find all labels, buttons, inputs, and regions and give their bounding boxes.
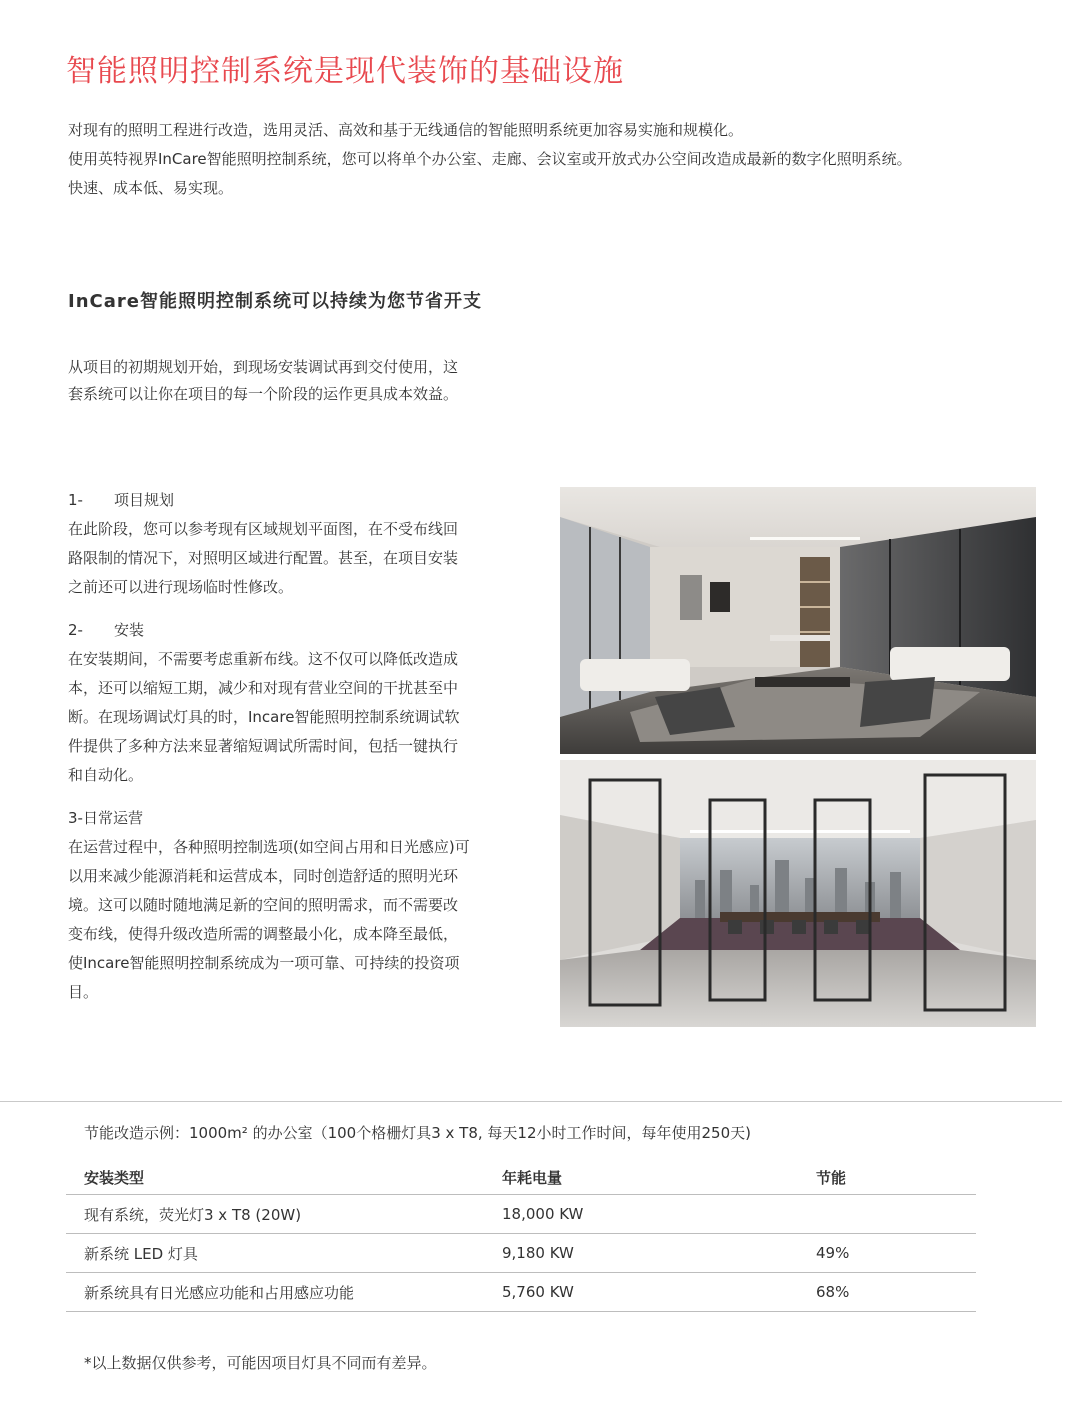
step-title: 3-日常运营 [68,809,143,827]
paragraph-line: 套系统可以让你在项目的每一个阶段的运作更具成本效益。 [68,385,459,403]
step-line: 境。这可以随时随地满足新的空间的照明需求，而不需要改 [68,896,459,914]
section-heading: InCare智能照明控制系统可以持续为您节省开支 [68,291,482,312]
step-line: 以用来减少能源消耗和运营成本，同时创造舒适的照明光环 [68,867,459,885]
step-line: 路限制的情况下，对照明区域进行配置。甚至，在项目安装 [68,549,459,567]
section-paragraph [68,354,538,408]
step-line: 本，还可以缩短工期，减少和对现有营业空间的干扰甚至中 [68,679,459,697]
table-cell: 49% [816,1244,850,1262]
intro-line: 快速、成本低、易实现。 [68,179,234,197]
intro-line: 使用英特视界InCare智能照明控制系统，您可以将单个办公室、走廊、会议室或开放式办公空间改造成最新的数字化照明系统。 [68,150,912,168]
footnote: *以上数据仅供参考，可能因项目灯具不同而有差异。 [84,1354,437,1372]
step-line: 目。 [68,983,99,1001]
step-line: 之前还可以进行现场临时性修改。 [68,578,294,596]
meeting-room-photo [560,760,1036,1027]
step-planning [68,486,548,602]
column-header: 年耗电量 [502,1168,563,1187]
table-cell [816,1195,976,1234]
table-cell: 68% [816,1283,850,1301]
example-caption: 节能改造示例：1000m² 的办公室（100个格栅灯具3 x T8, 每天12小时工作时间，每年使用250天) [84,1124,751,1142]
table-row [66,1234,976,1273]
step-number: 1- [68,491,83,509]
table-cell: 5,760 KW [502,1283,574,1301]
step-line: 断。在现场调试灯具的时，Incare智能照明控制系统调试软 [68,708,460,726]
table-header-row [66,1160,976,1195]
table-cell: 9,180 KW [502,1244,574,1262]
step-line: 件提供了多种方法来显著缩短调试所需时间，包括一键执行 [68,737,459,755]
page-title: 智能照明控制系统是现代装饰的基础设施 [66,54,624,89]
step-line: 在安装期间，不需要考虑重新布线。这不仅可以降低改造成 [68,650,459,668]
table-cell: 现有系统，荧光灯3 x T8 (20W) [84,1205,302,1224]
paragraph-line: 从项目的初期规划开始，到现场安装调试再到交付使用，这 [68,358,459,376]
step-line: 使Incare智能照明控制系统成为一项可靠、可持续的投资项 [68,954,460,972]
table-cell: 新系统 LED 灯具 [84,1244,198,1263]
column-header: 节能 [816,1168,847,1187]
table-row [66,1273,976,1312]
step-line: 变布线，使得升级改造所需的调整最小化，成本降至最低， [68,925,459,943]
office-lounge-photo [560,487,1036,754]
table-cell: 18,000 KW [502,1205,584,1223]
column-header: 安装类型 [84,1168,145,1187]
energy-table [66,1160,976,1312]
table-cell: 新系统具有日光感应功能和占用感应功能 [84,1283,355,1302]
step-installation [68,616,548,790]
table-row [66,1195,976,1234]
step-line: 和自动化。 [68,766,144,784]
section-divider [0,1101,1062,1102]
steps-list [68,486,548,1021]
step-line: 在此阶段，您可以参考现有区域规划平面图，在不受布线回 [68,520,459,538]
step-line: 在运营过程中，各种照明控制选项(如空间占用和日光感应)可 [68,838,470,856]
step-title: 项目规划 [114,491,175,509]
step-number: 2- [68,621,83,639]
step-operation [68,804,548,1007]
intro-paragraph [68,116,1058,203]
intro-line: 对现有的照明工程进行改造，选用灵活、高效和基于无线通信的智能照明系统更加容易实施和规模化。 [68,121,744,139]
step-title: 安装 [114,621,145,639]
